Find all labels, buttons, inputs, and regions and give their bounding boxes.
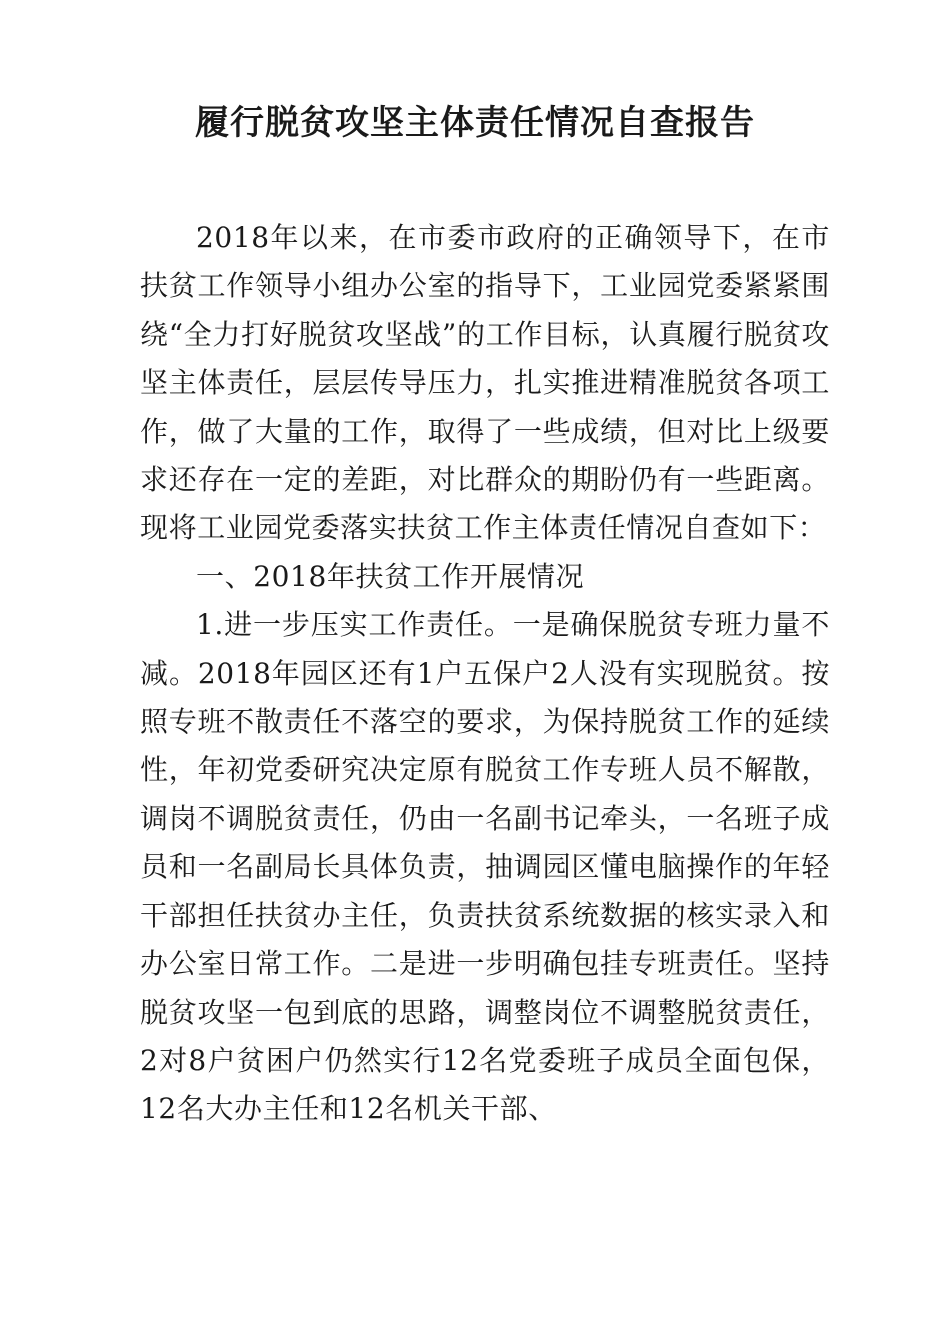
section-heading: 一、2018年扶贫工作开展情况: [196, 559, 585, 593]
document-title: 履行脱贫攻坚主体责任情况自查报告: [195, 103, 755, 143]
document-body: [140, 214, 830, 1134]
section-paragraph: 1.进一步压实工作责任。一是确保脱贫专班力量不减。2018年园区还有1户五保户2人没有实现脱贫。按照专班不散责任不落空的要求，为保持脱贫工作的延续性，年初党委研究决定原有脱贫工作专班人员不解散，调岗不调脱贫责任，仍由一名副书记牵头，一名班子成员和一名副局长具体负责，抽调园区懂电脑操作的年轻干部担任扶贫办主任，负责扶贫系统数据的核实录入和办公室日常工作。二是进一步明确包挂专班责任。坚持脱贫攻坚一包到底的思路，调整岗位不调整脱贫责任，2对8户贫困户仍然实行12名党委班子成员全面包保，12名大办主任和12名机关干部、: [140, 608, 830, 1126]
intro-paragraph: 2018年以来，在市委市政府的正确领导下，在市扶贫工作领导小组办公室的指导下，工业园党委紧紧围绕“全力打好脱贫攻坚战”的工作目标，认真履行脱贫攻坚主体责任，层层传导压力，扎实推进精准脱贫各项工作，做了大量的工作，取得了一些成绩，但对比上级要求还存在一定的差距，对比群众的期盼仍有一些距离。现将工业园党委落实扶贫工作主体责任情况自查如下：: [140, 221, 830, 545]
